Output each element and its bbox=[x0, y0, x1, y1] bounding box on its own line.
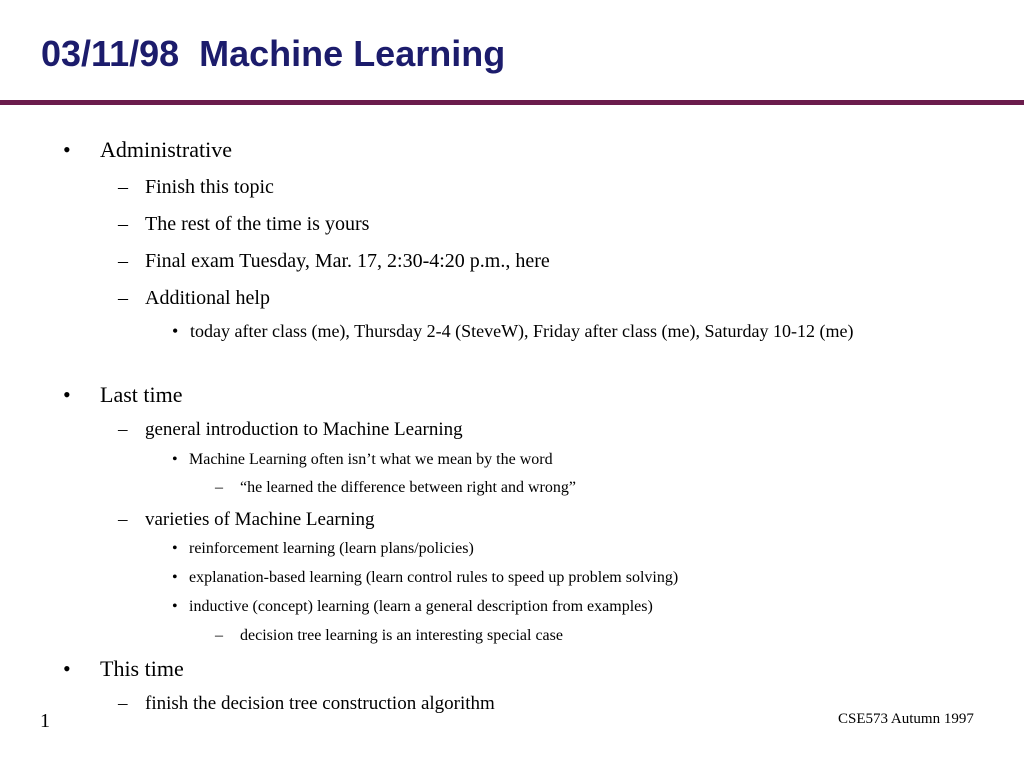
help-detail-text: today after class (me), Thursday 2-4 (SteveW), Friday after class (me), Saturday 10-12 (me) bbox=[190, 321, 854, 341]
list-item-text: Finish this topic bbox=[145, 176, 274, 198]
list-item-text: Additional help bbox=[145, 287, 270, 309]
title-divider bbox=[0, 100, 1024, 105]
bullet-icon: • bbox=[63, 656, 71, 681]
bullet-icon: • bbox=[172, 569, 178, 586]
list-item-text: Machine Learning often isn’t what we mean by the word bbox=[189, 451, 553, 468]
dash-icon: – bbox=[118, 419, 128, 440]
dash-icon: – bbox=[118, 693, 128, 714]
list-item-text: “he learned the difference between right and wrong” bbox=[240, 479, 576, 496]
bullet-label: Administrative bbox=[100, 137, 232, 162]
bullet-icon: • bbox=[63, 382, 71, 407]
dash-icon: – bbox=[215, 627, 223, 644]
slide-title: 03/11/98 Machine Learning bbox=[41, 33, 506, 74]
list-item-text: varieties of Machine Learning bbox=[145, 509, 375, 530]
list-item bbox=[172, 318, 972, 345]
bullet-label: This time bbox=[100, 656, 184, 681]
list-item-text: inductive (concept) learning (learn a general description from examples) bbox=[189, 598, 653, 615]
dash-icon: – bbox=[118, 213, 128, 235]
dash-icon: – bbox=[118, 250, 128, 272]
bullet-icon: • bbox=[63, 137, 71, 162]
bullet-icon: • bbox=[172, 321, 179, 341]
dash-icon: – bbox=[118, 509, 128, 530]
list-item-text: The rest of the time is yours bbox=[145, 213, 370, 235]
list-item-text: Final exam Tuesday, Mar. 17, 2:30-4:20 p.m., here bbox=[145, 250, 550, 272]
page-number: 1 bbox=[40, 710, 50, 732]
bullet-label: Last time bbox=[100, 382, 183, 407]
dash-icon: – bbox=[215, 479, 223, 496]
bullet-icon: • bbox=[172, 540, 178, 557]
dash-icon: – bbox=[118, 176, 128, 198]
course-footer: CSE573 Autumn 1997 bbox=[838, 711, 974, 727]
list-item-text: reinforcement learning (learn plans/policies) bbox=[189, 540, 474, 557]
list-item-text: decision tree learning is an interesting special case bbox=[240, 627, 563, 644]
bullet-icon: • bbox=[172, 598, 178, 615]
list-item-text: explanation-based learning (learn control rules to speed up problem solving) bbox=[189, 569, 679, 586]
dash-icon: – bbox=[118, 287, 128, 309]
list-item-text: finish the decision tree construction algorithm bbox=[145, 693, 495, 714]
list-item-text: general introduction to Machine Learning bbox=[145, 419, 463, 440]
bullet-icon: • bbox=[172, 451, 178, 468]
